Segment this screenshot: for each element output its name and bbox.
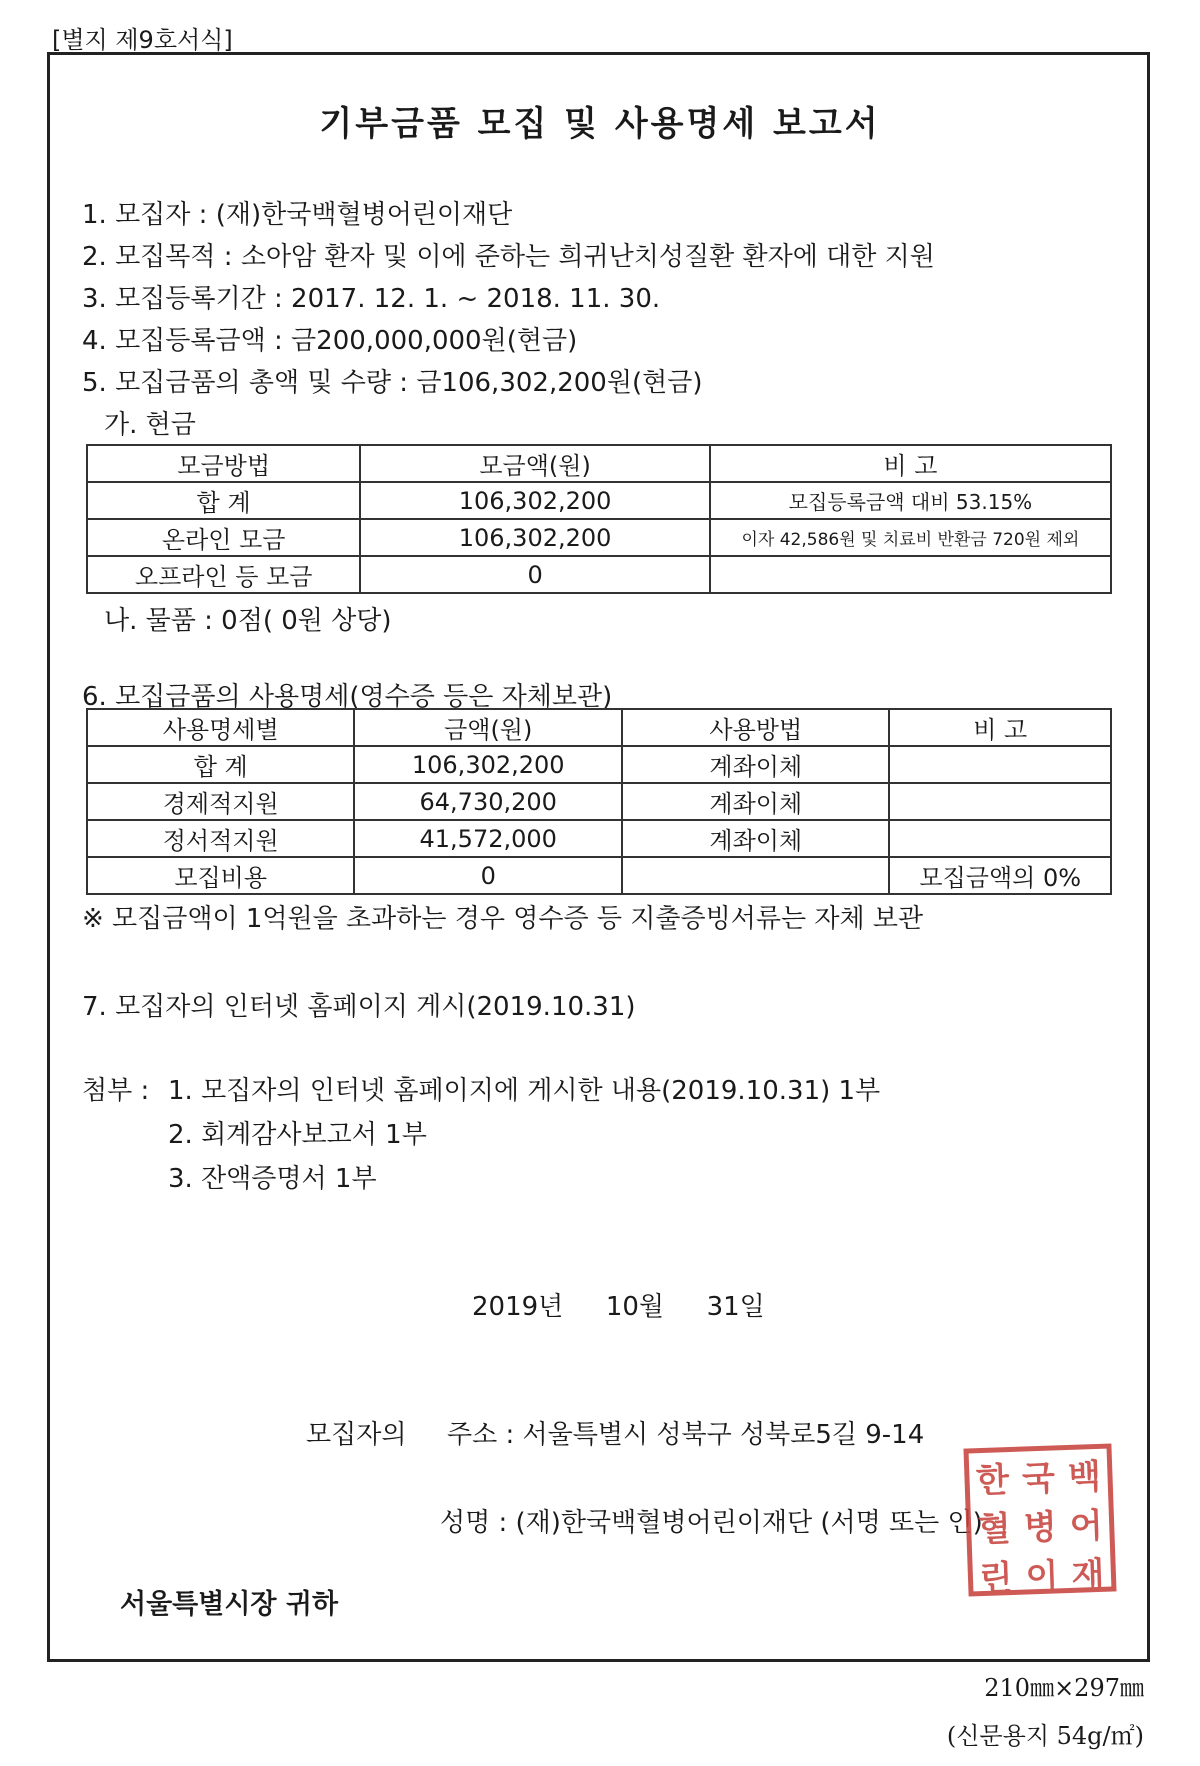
table-cell: 합 계 [87, 746, 354, 783]
table-cell: 모집금액의 0% [889, 857, 1111, 894]
table-cell [889, 820, 1111, 857]
table-cell: 0 [360, 556, 709, 593]
address-label: 모집자의 [306, 1420, 407, 1450]
table-cell: 106,302,200 [354, 746, 622, 783]
table-header-row [87, 445, 1111, 482]
official-seal-stamp [963, 1443, 1116, 1600]
homepage-line: 7. 모집자의 인터넷 홈페이지 게시(2019.10.31) [82, 992, 636, 1022]
addressee: 서울특별시장 귀하 [120, 1589, 339, 1620]
date-year: 2019년 [472, 1292, 564, 1322]
table-cell: 모집등록금액 대비 53.15% [710, 482, 1111, 519]
table-cell: 41,572,000 [354, 820, 622, 857]
form-number-label: [별지 제9호서식] [52, 26, 233, 54]
seal-char: 혈 [977, 1509, 1012, 1551]
goods-line: 나. 물품 : 0점( 0원 상당) [104, 606, 392, 636]
table-cell [889, 746, 1111, 783]
seal-char: 어 [1069, 1505, 1104, 1547]
table-cell: 이자 42,586원 및 치료비 반환금 720원 제외 [710, 519, 1111, 556]
table-row [87, 556, 1111, 593]
usage-heading: 6. 모집금품의 사용명세(영수증 등은 자체보관) [82, 682, 613, 712]
seal-char: 한 [975, 1460, 1010, 1502]
table-row [87, 519, 1111, 556]
table-cell: 합 계 [87, 482, 360, 519]
seal-char: 재 [1070, 1554, 1106, 1596]
header-cell: 비 고 [710, 445, 1111, 482]
seal-char: 린 [978, 1558, 1014, 1600]
table-cell: 경제적지원 [87, 783, 354, 820]
table-row [87, 820, 1111, 857]
receipt-note: ※ 모집금액이 1억원을 초과하는 경우 영수증 등 지출증빙서류는 자체 보관 [82, 904, 924, 934]
period-line: 3. 모집등록기간 : 2017. 12. 1. ~ 2018. 11. 30. [82, 284, 661, 314]
registered-amount-line: 4. 모집등록금액 : 금200,000,000원(현금) [82, 326, 578, 356]
table-cell: 106,302,200 [360, 482, 709, 519]
seal-char: 국 [1021, 1458, 1056, 1500]
table-cell: 온라인 모금 [87, 519, 360, 556]
paper-size: 210㎜×297㎜ [984, 1674, 1144, 1702]
header-cell: 사용방법 [622, 709, 889, 746]
purpose-line: 2. 모집목적 : 소아암 환자 및 이에 준하는 희귀난치성질환 환자에 대한 지원 [82, 242, 935, 272]
table-cell: 오프라인 등 모금 [87, 556, 360, 593]
paper-type: (신문용지 54g/㎡) [946, 1722, 1144, 1750]
seal-char: 병 [1023, 1507, 1058, 1549]
seal-char: 백 [1067, 1456, 1102, 1498]
attachment-item: 3. 잔액증명서 1부 [168, 1164, 377, 1194]
table-cell: 계좌이체 [622, 746, 889, 783]
header-cell: 모금액(원) [360, 445, 709, 482]
date-day: 31일 [706, 1292, 765, 1322]
table-cell: 계좌이체 [622, 820, 889, 857]
document-title: 기부금품 모집 및 사용명세 보고서 [319, 104, 881, 144]
header-cell: 사용명세별 [87, 709, 354, 746]
table-cell: 정서적지원 [87, 820, 354, 857]
cash-table [86, 444, 1112, 594]
attachment-item: 1. 모집자의 인터넷 홈페이지에 게시한 내용(2019.10.31) 1부 [168, 1076, 881, 1106]
attachment-label: 첨부 : [82, 1076, 150, 1106]
table-cell [622, 857, 889, 894]
cash-heading: 가. 현금 [104, 410, 196, 440]
table-cell: 계좌이체 [622, 783, 889, 820]
table-cell: 모집비용 [87, 857, 354, 894]
attachment-item: 2. 회계감사보고서 1부 [168, 1120, 427, 1150]
address-text: 주소 : 서울특별시 성북구 성북로5길 9-14 [447, 1420, 925, 1450]
table-cell: 106,302,200 [360, 519, 709, 556]
total-amount-line: 5. 모집금품의 총액 및 수량 : 금106,302,200원(현금) [82, 368, 703, 398]
name-line: 성명 : (재)한국백혈병어린이재단 (서명 또는 인) [440, 1508, 983, 1538]
table-cell: 0 [354, 857, 622, 894]
table-row [87, 482, 1111, 519]
recruiter-line: 1. 모집자 : (재)한국백혈병어린이재단 [82, 200, 513, 230]
address-line [306, 1414, 924, 1451]
seal-char: 이 [1024, 1556, 1060, 1598]
table-cell [889, 783, 1111, 820]
usage-table [86, 708, 1112, 895]
table-row [87, 783, 1111, 820]
date-month: 10월 [605, 1292, 665, 1322]
header-cell: 금액(원) [354, 709, 622, 746]
header-cell: 비 고 [889, 709, 1111, 746]
table-row [87, 746, 1111, 783]
table-cell: 64,730,200 [354, 783, 622, 820]
table-row [87, 857, 1111, 894]
report-date [472, 1286, 765, 1323]
table-header-row [87, 709, 1111, 746]
table-cell [710, 556, 1111, 593]
header-cell: 모금방법 [87, 445, 360, 482]
